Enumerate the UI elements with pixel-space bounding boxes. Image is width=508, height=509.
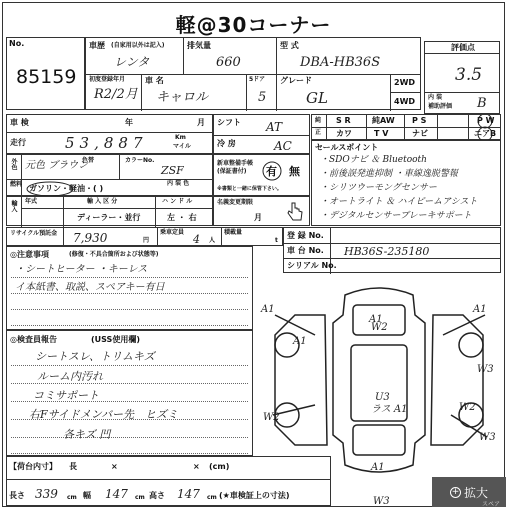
option-tv: T V [374,129,389,138]
shaken-year-label: 年 [125,118,133,127]
diagram-mark: A1 [473,304,487,315]
mileage-label: 走行 [10,138,26,147]
make-value: レンタ [114,55,150,69]
sales-points-label: セールスポイント [315,143,379,152]
diagram-mark: W3 [373,496,390,507]
notes-sub: (修復・不具合箇所および状態等) [69,251,159,258]
diagram-mark: W3 [477,364,494,375]
records-block [213,154,310,196]
car-damage-diagram [255,275,503,485]
option-pw: P W [477,116,495,125]
name-change-label: 名義変更期限 [217,199,254,206]
shift-value: AT [266,120,283,134]
sales-point-item: ・SDOナビ ＆ Bluetooth [320,155,427,165]
load-unit: t [275,237,278,244]
length-label: 長さ [9,491,25,500]
lot-number: 85159 [16,66,77,88]
auction-sheet [2,2,505,507]
interior-score-value: B [477,96,487,111]
chassis-value: HB36S-235180 [344,245,430,258]
grade-label: グレード [280,76,312,85]
serial-label: シリアル No. [287,261,337,270]
int-color-label: 内 装 色 [167,180,190,187]
cargo-cm-label: (cm) [209,462,230,471]
mile-label: マイル [173,143,191,150]
sales-point-item: ・シリツウーモングセンサー [320,183,437,193]
name-change-block [213,196,310,226]
length-value: 339 [35,487,58,501]
options-grid [311,114,501,140]
note-line: イ本紙書、取説、スペアキー有日 [15,282,165,293]
chassis-label: 車 台 No. [287,246,324,255]
first-reg-value: R2/2月 [94,87,138,102]
mileage-value: 53,887 [65,134,148,152]
shaken-month-label: 月 [197,118,205,127]
inspector-block [6,330,253,456]
notes-block [6,246,253,330]
shaken-label: 車 検 [10,118,29,127]
score-label: 評価点 [451,43,475,52]
fuel-circle [25,181,75,197]
color-no-label: カラーNo. [125,157,155,164]
diagram-mark: A1 [261,304,275,315]
option-genuine: 正 [315,129,322,136]
diagram-mark: W3 [479,432,496,443]
doors-value: 5 [258,90,267,105]
records-none: 無 [289,165,300,178]
drive-4wd: 4WD [394,97,416,106]
handle-value: 左 ・ 右 [167,213,197,222]
shift-block [213,114,310,154]
inspector-sub: (USS使用欄) [91,335,140,344]
make-note: (自家用以外は記入) [111,42,165,49]
inspector-line: コミサポート [33,389,99,402]
sales-point-item: ・デジタルセンサーブレーキサポート [320,211,472,221]
capacity-unit: 人 [209,237,216,244]
model-value: DBA-HB36S [300,55,381,70]
inspector-line: シートスレ、トリムキズ [35,350,155,363]
option-ps: P S [412,116,427,125]
km-label: Km [175,134,186,141]
recycle-unit: 円 [143,237,150,244]
import-era-label: 年式 [25,198,38,205]
fuel-label: 燃料 [10,181,23,188]
width-label: 幅 [83,491,91,500]
doors-label: 5ドア [249,76,265,83]
import-label: 輸入 [10,200,17,212]
import-category-value: ディーラー・並行 [77,213,141,222]
color-block [6,154,213,196]
drive-2wd: 2WD [394,78,416,87]
zoom-button-label: 拡大 [463,485,488,500]
option-airbag: エアB [474,129,497,138]
height-label: 高さ [149,491,165,500]
inspector-line: 右Fサイドメンバー先 ヒズミ [29,408,178,421]
cargo-label: 【荷台内寸】 [9,462,57,471]
name-label: 車 名 [145,76,164,85]
score-value: 3.5 [455,65,483,85]
import-block [6,196,213,226]
notes-label: ◎注意事項 [10,250,49,259]
shift-label: シフト [217,118,241,127]
ext-color-value: 元色 ブラウン [25,160,89,171]
displacement-label: 排気量 [187,41,211,50]
page-title: 軽@30コーナー [175,13,332,37]
cargo-x1: × [111,462,118,471]
fuel-value: ガソリン・軽油・( ) [29,184,104,193]
height-unit: cm [207,494,217,501]
zoom-plus-icon: + [451,486,460,497]
spare-label: スペア [481,501,500,508]
vehicle-block [85,37,421,110]
recycle-value: 7,930 [73,231,108,245]
cargo-long-label: 長 [69,462,77,471]
lot-no-label: No. [9,39,25,48]
diagram-mark: W2 [371,322,388,333]
cargo-note: (★車検証上の寸法) [219,491,290,500]
option-leather: カワ [336,129,352,138]
diagram-mark: ラス A1 [371,404,408,415]
sales-point-item: ・オートライト ＆ ハイビームアシスト [320,197,478,207]
diagram-mark: A1 [293,336,307,347]
cargo-block [6,456,331,506]
lot-number-box [6,37,85,110]
registration-block [283,227,501,273]
option-navi: ナビ [412,129,428,138]
diagram-mark: A1 [369,314,383,325]
cursor-hand-icon [286,201,304,223]
import-category-label: 輸 入 区 分 [87,198,118,205]
option-sr: S R [336,116,351,125]
name-value: キャロル [156,90,209,105]
ac-label: 冷 房 [217,139,236,148]
option-aw: 純AW [372,116,395,125]
interior-score-label: 内 装 [428,94,443,101]
inspector-line: ルーム内汚れ [37,370,103,383]
recycle-block [6,227,283,246]
diagram-mark: U3 [375,392,390,403]
option-circles [468,115,502,141]
inspector-label: ◎検査員報告 [10,335,57,344]
displacement-value: 660 [216,55,241,70]
model-label: 型 式 [280,41,299,50]
handle-label: ハ ン ド ル [162,198,193,205]
records-note: ※書類と一緒に保管下さい。 [217,186,282,192]
cargo-x2: × [193,462,200,471]
grade-value: GL [306,89,328,107]
width-unit: cm [135,494,145,501]
make-label: 車歴 [89,41,105,50]
capacity-value: 4 [193,233,200,246]
interior-score-sub: 補助評価 [428,103,453,110]
records-label: 新車整備手帳 (保証書付) [217,160,254,175]
name-change-month: 月 [254,213,262,222]
inspector-line: 各キズ 凹 [63,428,111,441]
note-line: ・シートヒーター ・キーレス [15,264,148,275]
color-change-label: 色替 [82,157,95,164]
diagram-mark: A1 [371,462,385,473]
records-have-circle [261,160,283,182]
first-reg-label: 初度登録年月 [89,76,126,83]
ac-value: AC [274,139,292,153]
length-unit: cm [67,494,77,501]
reg-no-label: 登 録 No. [287,231,324,240]
sales-point-item: ・前後誤発進抑制 ・車線逸脱警報 [320,169,458,179]
height-value: 147 [177,487,200,501]
capacity-label: 乗車定員 [160,229,185,236]
color-no-value: ZSF [161,164,184,177]
diagram-mark: W2 [459,402,476,413]
records-have: 有 [266,165,277,178]
option-pure: 純 [315,117,322,124]
score-box [424,41,500,114]
load-label: 積載量 [224,229,243,236]
ext-color-label: 外色 [10,158,17,170]
recycle-label: リサイクル預託金 [10,230,58,237]
width-value: 147 [105,487,128,501]
inspection-block [6,114,213,154]
diagram-mark: W2 [263,412,280,423]
sales-points-block [311,140,501,226]
